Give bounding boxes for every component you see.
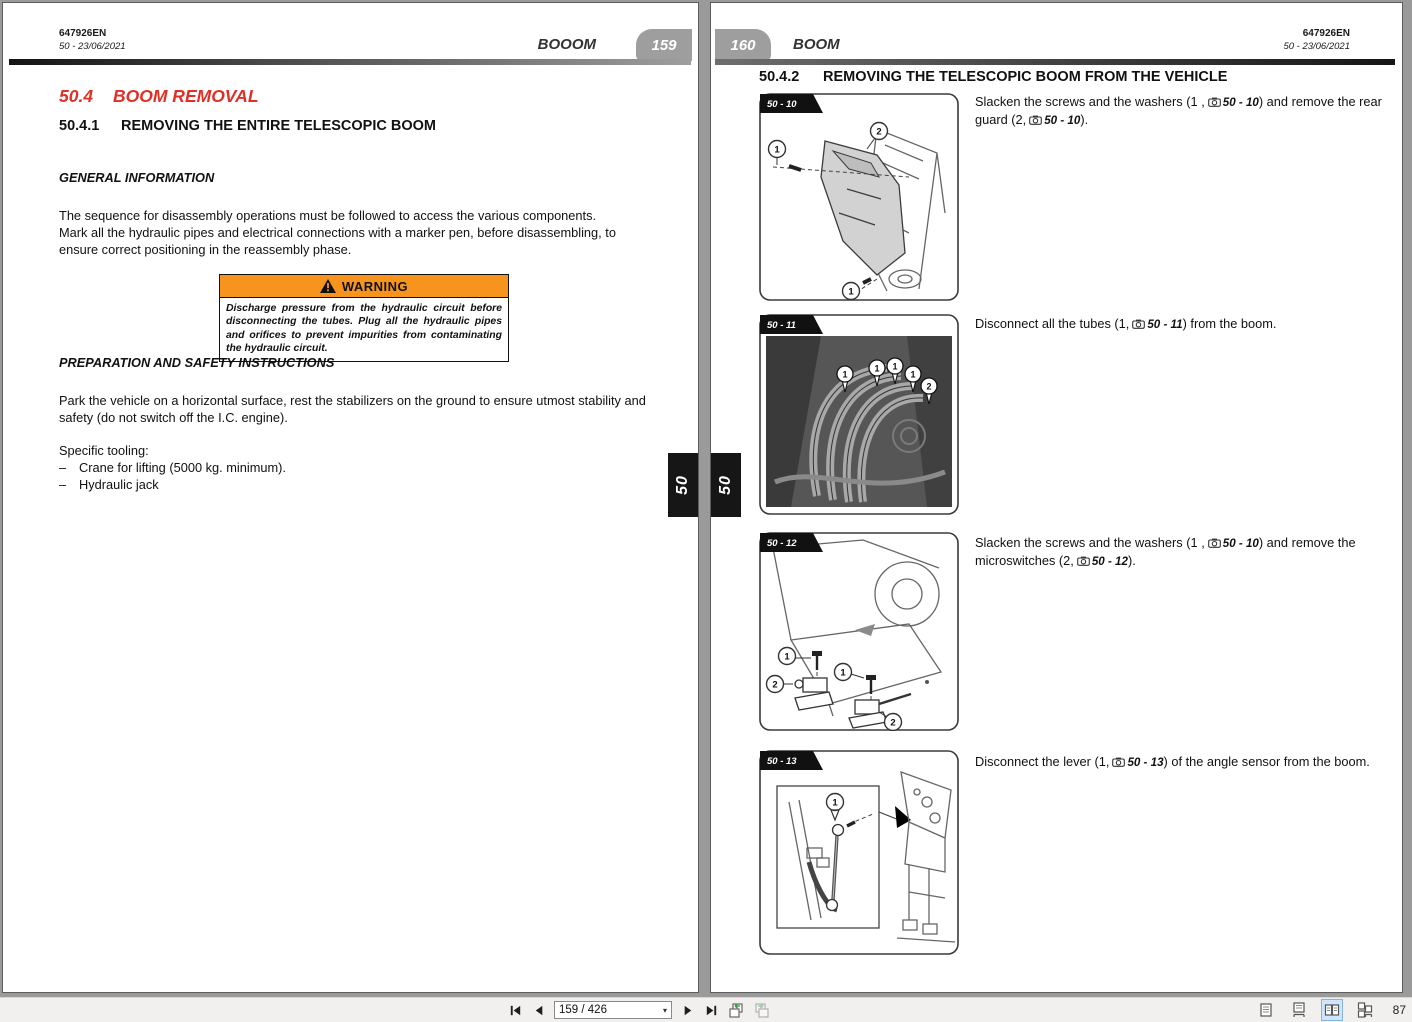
header-rule xyxy=(9,59,691,65)
preparation-paragraph: Park the vehicle on a horizontal surface, rest the stabilizers on the ground to ensure utmost stability and safety (do not switch off the I.C. engine). xyxy=(59,393,646,425)
callout-number: 1 xyxy=(774,144,780,156)
section-heading xyxy=(59,86,259,107)
figure-label: 50 - 13 xyxy=(767,756,797,767)
facing-pages-view-button[interactable] xyxy=(1321,999,1343,1021)
list-dash: – xyxy=(59,477,67,492)
next-view-button[interactable] xyxy=(752,1000,772,1020)
continuous-facing-view-button[interactable] xyxy=(1354,999,1376,1021)
left-page-header xyxy=(3,3,698,65)
callout-number: 2 xyxy=(772,679,778,691)
right-page-header xyxy=(711,3,1402,65)
figure-label: 50 - 10 xyxy=(767,99,797,110)
viewer-status-bar xyxy=(0,997,1412,1022)
document-code: 647926EN xyxy=(59,28,107,39)
chapter-number: 50 xyxy=(716,475,734,495)
document-code: 647926EN xyxy=(1302,28,1350,39)
tooling-label: Specific tooling: xyxy=(59,443,149,458)
camera-icon xyxy=(1132,319,1145,329)
tooling-block xyxy=(59,442,657,493)
figure-50-13 xyxy=(759,750,959,955)
subsection-number: 50.4.1 xyxy=(59,118,100,134)
paragraph-line: The sequence for disassembly operations must be followed to access the various components. xyxy=(59,208,597,223)
page-navigation-controls xyxy=(506,998,772,1022)
tooling-item-text: Crane for lifting (5000 kg. minimum). xyxy=(79,460,286,475)
continuous-view-button[interactable] xyxy=(1288,999,1310,1021)
header-rule xyxy=(715,59,1395,65)
running-title: BOOOM xyxy=(537,36,596,53)
general-information-heading: GENERAL INFORMATION xyxy=(59,170,215,185)
running-title: BOOM xyxy=(793,36,840,53)
figure-reference: 50 - 10 xyxy=(1044,114,1081,127)
callout-number: 2 xyxy=(890,717,896,729)
figure-reference: 50 - 12 xyxy=(1091,555,1128,568)
list-dash: – xyxy=(59,460,67,475)
warning-triangle-icon xyxy=(320,279,336,293)
figure-reference: 50 - 11 xyxy=(1147,318,1183,331)
warning-title: WARNING xyxy=(341,278,409,294)
figure-reference: 50 - 10 xyxy=(1222,96,1259,109)
previous-page-button[interactable] xyxy=(530,1001,548,1019)
warning-text: Discharge pressure from the hydraulic circuit before disconnecting the tubes. Plug all the hydraulic pipes and orifices to prevent impurities from contaminating the hydraulic circuit. xyxy=(220,297,508,361)
callout-number: 1 xyxy=(832,797,838,809)
preparation-heading: PREPARATION AND SAFETY INSTRUCTIONS xyxy=(59,355,335,370)
figure-label: 50 - 11 xyxy=(767,320,796,331)
page-number-tab: 159 xyxy=(636,29,692,61)
callout-number: 1 xyxy=(840,667,846,679)
callout-number: 1 xyxy=(910,369,916,380)
chapter-number: 50 xyxy=(673,475,691,495)
callout-number: 2 xyxy=(876,126,882,138)
figure-reference: 50 - 10 xyxy=(1222,537,1259,550)
page-layout-controls xyxy=(1255,998,1406,1022)
camera-icon xyxy=(1208,538,1221,548)
callout-number: 1 xyxy=(842,369,848,380)
step-1-text: Slacken the screws and the washers (1 , 50 - 10) and remove the rear guard (2, 50 - 10). xyxy=(975,94,1382,127)
single-page-view-button[interactable] xyxy=(1255,999,1277,1021)
subsection-number: 50.4.2 xyxy=(759,69,800,85)
page-left xyxy=(2,2,699,993)
section-number: 50.4 xyxy=(59,86,94,106)
subsection-heading xyxy=(59,118,436,134)
callout-number: 1 xyxy=(874,363,880,374)
page-indicator-value: 159 / 426 xyxy=(559,1004,607,1016)
previous-view-button[interactable] xyxy=(726,1000,746,1020)
general-information-paragraph xyxy=(59,207,657,258)
figure-50-12 xyxy=(759,532,959,731)
last-page-button[interactable] xyxy=(702,1001,720,1019)
warning-box xyxy=(219,274,509,362)
figure-50-10 xyxy=(759,93,959,301)
callout-number: 1 xyxy=(892,361,898,372)
tooling-item-text: Hydraulic jack xyxy=(79,477,159,492)
page-number-combobox[interactable] xyxy=(554,1001,672,1019)
figure-50-11 xyxy=(759,314,959,515)
chapter-side-tab xyxy=(711,453,741,517)
next-page-button[interactable] xyxy=(678,1001,696,1019)
document-edition: 50 - 23/06/2021 xyxy=(59,41,126,52)
paragraph-line: Mark all the hydraulic pipes and electrical connections with a marker pen, before disassembling, to ensure correct positioning in the reassembly phase. xyxy=(59,225,616,257)
camera-icon xyxy=(1029,115,1042,125)
step-4-text: Disconnect the lever (1, 50 - 13) of the angle sensor from the boom. xyxy=(975,754,1370,769)
subsection-title: REMOVING THE TELESCOPIC BOOM FROM THE VEHICLE xyxy=(823,69,1228,85)
figure-label: 50 - 12 xyxy=(767,538,797,549)
figure-reference: 50 - 13 xyxy=(1127,756,1164,769)
page-number-tab: 160 xyxy=(715,29,771,61)
callout-number: 1 xyxy=(784,651,790,663)
step-3-text: Slacken the screws and the washers (1 , 50 - 10) and remove the microswitches (2, 50 - 12). xyxy=(975,535,1356,568)
camera-icon xyxy=(1077,556,1090,566)
document-edition: 50 - 23/06/2021 xyxy=(1283,41,1350,52)
subsection-heading xyxy=(759,69,1227,85)
document-code-block xyxy=(1283,27,1350,53)
zoom-level-label: 87 xyxy=(1392,1003,1406,1017)
tooling-item xyxy=(59,476,657,493)
subsection-title: REMOVING THE ENTIRE TELESCOPIC BOOM xyxy=(121,118,436,134)
chapter-side-tab xyxy=(668,453,698,517)
callout-number: 1 xyxy=(848,286,854,298)
warning-header xyxy=(220,275,508,297)
step-2-text: Disconnect all the tubes (1, 50 - 11) from the boom. xyxy=(975,316,1277,331)
document-code-block xyxy=(59,27,126,53)
chevron-down-icon[interactable]: ▾ xyxy=(662,1005,667,1015)
page-right xyxy=(710,2,1403,993)
camera-icon xyxy=(1112,757,1125,767)
camera-icon xyxy=(1208,97,1221,107)
tooling-item xyxy=(59,459,657,476)
section-title: BOOM REMOVAL xyxy=(113,86,259,106)
first-page-button[interactable] xyxy=(506,1001,524,1019)
callout-number: 2 xyxy=(926,381,932,392)
